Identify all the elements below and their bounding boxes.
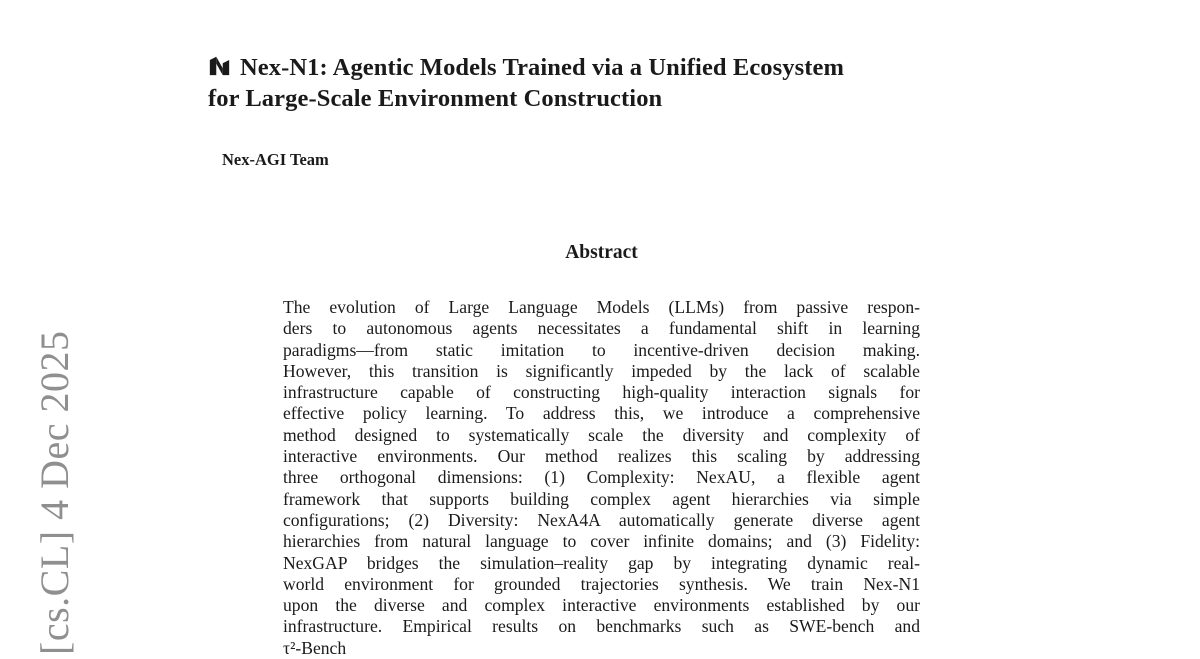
abstract-line: NexGAP bridges the simulation–reality gap by integrating dynamic real- [283, 552, 920, 573]
abstract-line: three orthogonal dimensions: (1) Complexity: NexAU, a flexible agent [283, 467, 920, 488]
abstract-line: world environment for grounded trajectories synthesis. We train Nex-N1 [283, 573, 920, 594]
abstract-line: configurations; (2) Diversity: NexA4A automatically generate diverse agent [283, 509, 920, 530]
abstract-line-partial: τ²-Bench [283, 637, 347, 658]
paper-title-line1: Nex-N1: Agentic Models Trained via a Unified Ecosystem [240, 54, 845, 81]
abstract-line: upon the diverse and complex interactive environments established by our [283, 595, 920, 616]
paper-title [208, 52, 1038, 114]
abstract-line: However, this transition is significantly impeded by the lack of scalable [283, 360, 920, 381]
abstract-paragraph [283, 297, 920, 658]
abstract-line: framework that supports building complex agent hierarchies via simple [283, 488, 920, 509]
arxiv-watermark: [cs.CL] 4 Dec 2025 [32, 330, 77, 655]
abstract-line: infrastructure capable of constructing high-quality interaction signals for [283, 382, 920, 403]
abstract-line: interactive environments. Our method realizes this scaling by addressing [283, 446, 920, 467]
abstract-heading: Abstract [565, 242, 638, 263]
paper-title-line2: for Large-Scale Environment Construction [208, 85, 663, 112]
nex-n-logo-icon [208, 54, 231, 77]
abstract-line: effective policy learning. To address this, we introduce a comprehensive [283, 403, 920, 424]
abstract-line: paradigms—from static imitation to incentive-driven decision making. [283, 339, 920, 360]
abstract-line: method designed to systematically scale the diversity and complexity of [283, 424, 920, 445]
abstract-line: infrastructure. Empirical results on benchmarks such as SWE-bench and [283, 616, 920, 637]
abstract-line: hierarchies from natural language to cover infinite domains; and (3) Fidelity: [283, 531, 920, 552]
paper-authors: Nex-AGI Team [222, 150, 329, 169]
abstract-line: The evolution of Large Language Models (LLMs) from passive respon- [283, 297, 920, 317]
abstract-line: ders to autonomous agents necessitates a fundamental shift in learning [283, 318, 920, 339]
